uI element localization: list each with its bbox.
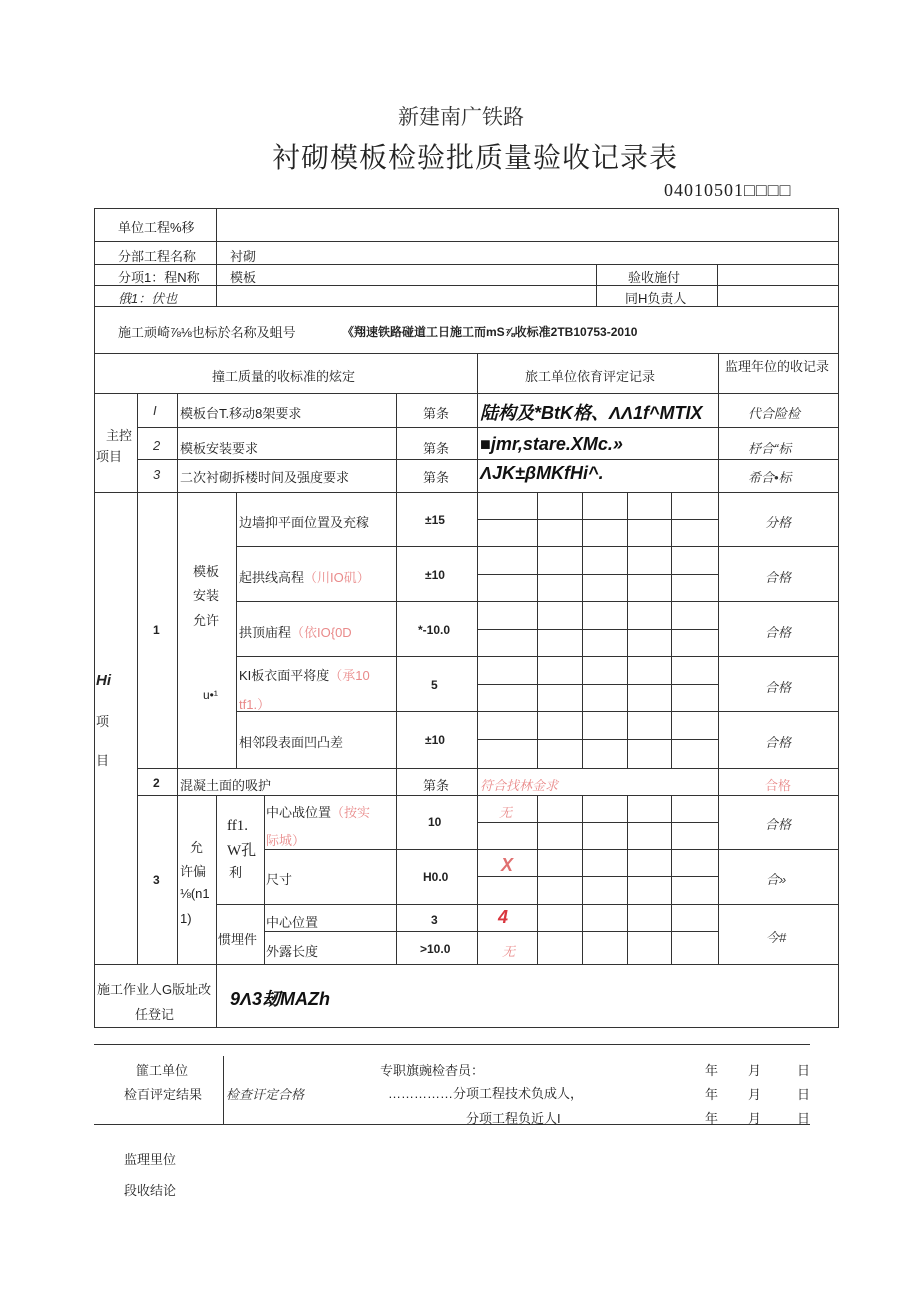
g3-row-2-result: 合» xyxy=(766,872,787,887)
row2-no: 2 xyxy=(153,776,160,790)
footer-unit-label-1: 篚工单位 xyxy=(136,1063,189,1078)
group3-sub1-line-3: 利 xyxy=(229,865,243,880)
group1-no: 1 xyxy=(153,623,160,637)
item-project-label: 分项1：程N称 xyxy=(118,270,200,285)
g1-row-2-note: （川IO矶） xyxy=(304,570,370,585)
group3-cat-line-4: 1) xyxy=(180,911,192,926)
main-row-3-item: 二次衬砌拆楼时间及强度要求 xyxy=(180,470,350,485)
g3-row-1-item: 中心战位置 xyxy=(266,805,332,820)
g1-row-5-result: 合格 xyxy=(765,735,792,750)
date-3-day: 日 xyxy=(797,1111,811,1126)
g1-row-3-item: 拱顶庙程 xyxy=(239,625,292,640)
footer-result: 检查讦定合格 xyxy=(226,1087,305,1102)
row2-record: 符合找林金求 xyxy=(480,778,559,793)
operator-value: 9Λ3刼MAZh xyxy=(230,989,331,1009)
standard-label: 施工顽崎⅞⅛也标於名称及蛆号 xyxy=(118,325,296,340)
g3-row-2-tol: H0.0 xyxy=(423,870,449,884)
g3-row-3-item: 中心位置 xyxy=(266,915,319,930)
g3-row-3-record: 4 xyxy=(498,907,509,927)
g1-row-2-item: 起拱线高程 xyxy=(239,570,305,585)
group3-cat-line-3: ⅛(n1 xyxy=(180,886,210,901)
supervision-unit-label: 监理里位 xyxy=(124,1152,177,1167)
g1-row-2-result: 合格 xyxy=(765,570,792,585)
standard-value: 《翔速铁路碰道工日施工而mS⅞收标准2TB10753-2010 xyxy=(342,325,638,339)
g1-row-1-result: 分格 xyxy=(765,515,792,530)
sub-project-value: 衬砌 xyxy=(230,249,257,264)
footer-tech-wrap xyxy=(388,1083,583,1103)
doc-code: 04010501□□□□ xyxy=(664,180,792,200)
main-row-3-no: 3 xyxy=(153,467,161,482)
g1-row-3-tol: *-10.0 xyxy=(418,623,451,637)
operator-label-1: 施工作业人G版址改 xyxy=(97,982,212,997)
main-row-3-supervision: 希合•标 xyxy=(748,470,792,485)
unit-project-label: 单位工程%移 xyxy=(118,220,195,235)
column-header-construction: 旅工单位依育评定记录 xyxy=(525,369,656,384)
g1-row-3-item-wrap xyxy=(239,622,352,642)
group3-no: 3 xyxy=(153,873,160,887)
doc-subtitle: 新建南广铁路 xyxy=(398,105,524,129)
date-3-month: 月 xyxy=(748,1111,762,1126)
supervision-conclusion-label: 段收结论 xyxy=(124,1183,177,1198)
general-label-mu: 目 xyxy=(96,753,110,768)
group3-sub1-line-1: ff1. xyxy=(227,818,248,834)
main-row-1-item: 模板台T.移动8架要求 xyxy=(180,406,302,421)
g1-row-3-note: （依IO{0D xyxy=(291,625,352,640)
g3-row-4-item: 外露长度 xyxy=(266,944,319,959)
g3-row-2-item: 尺寸 xyxy=(266,872,293,887)
main-row-1-record: 陆构及*BtK格、ΛΛ1f^MTIX xyxy=(480,403,703,423)
general-label-xiang: 项 xyxy=(96,714,110,729)
group3-sub1-line-2: W孔 xyxy=(227,843,257,859)
main-control-label: 主控 xyxy=(106,428,133,443)
operator-label-2: 任登记 xyxy=(135,1007,175,1022)
main-row-1-clause: 第条 xyxy=(423,406,450,421)
footer-lead-label: 分项工程负近人I xyxy=(466,1111,561,1126)
date-2-day: 日 xyxy=(797,1087,811,1102)
g3-row-1-note: （按实 xyxy=(331,805,371,820)
g1-row-1-item: 边墙抑平面位置及充稼 xyxy=(239,515,370,530)
footer-unit-label-2: 检百评定结果 xyxy=(124,1087,203,1102)
date-3-year: 年 xyxy=(705,1111,719,1126)
g3-row-4-record: 无 xyxy=(502,944,516,959)
sub-project-label: 分部工程名称 xyxy=(118,249,197,264)
g1-row-4-tol: 5 xyxy=(431,678,438,692)
general-label-hi: Hi xyxy=(96,672,111,689)
row2-item: 混凝土面的吸护 xyxy=(180,778,272,793)
main-row-2-clause: 第条 xyxy=(423,441,450,456)
g1-row-4-note: （承10 xyxy=(329,668,370,683)
g1-row-2-item-wrap xyxy=(239,567,370,587)
g3-row-1-result: 合格 xyxy=(765,817,792,832)
main-row-2-no: 2 xyxy=(153,438,161,453)
g3-row-1-tol: 10 xyxy=(428,815,442,829)
date-1-year: 年 xyxy=(705,1063,719,1078)
group1-cat-line-2: 安装 xyxy=(193,588,220,603)
group1-cat-extra: u•¹ xyxy=(203,688,218,702)
column-header-supervision: 监理年位的收记录 xyxy=(725,359,830,374)
main-control-label-2: 项目 xyxy=(96,449,123,464)
g3-row-1-record: 无 xyxy=(499,805,513,820)
g3-row-3-tol: 3 xyxy=(431,913,438,927)
g3-row-4-tol: >10.0 xyxy=(420,942,451,956)
main-row-2-record: ■jmr,stare.XMc.» xyxy=(480,434,623,454)
accept-part-label: 验收施付 xyxy=(628,270,681,285)
group3-cat-line-1: 允 xyxy=(190,840,204,855)
footer-inspector-label: 专职旗豌检杳员： xyxy=(380,1063,485,1078)
date-2-month: 月 xyxy=(748,1087,762,1102)
g3-row-3-result: 今# xyxy=(766,930,787,945)
g1-row-5-item: 相邻段表面凹凸差 xyxy=(239,735,344,750)
main-row-2-item: 模板安装要求 xyxy=(180,441,259,456)
g1-row-4-item: KI板衣面平将度 xyxy=(239,668,330,683)
g1-row-1-tol: ±15 xyxy=(425,513,445,527)
date-1-month: 月 xyxy=(748,1063,762,1078)
group3-sub2: 惯埋件 xyxy=(218,932,258,947)
doc-title: 衬砌模板检验批质量验收记录表 xyxy=(272,143,679,174)
main-row-1-no: I xyxy=(153,403,157,418)
row2-result: 合格 xyxy=(765,778,792,793)
item-project-value: 模板 xyxy=(230,270,257,285)
main-row-2-supervision: 杼合“标 xyxy=(748,441,792,456)
g1-row-3-result: 合格 xyxy=(765,625,792,640)
g3-row-2-record: X xyxy=(501,855,514,875)
main-row-3-record: ΛJK±βMKfHi^. xyxy=(480,463,604,483)
group3-cat-line-2: 许偏 xyxy=(180,864,207,879)
g3-row-1-item-wrap xyxy=(266,802,370,822)
group1-cat-line-1: 模板 xyxy=(193,564,220,579)
g1-row-4-result: 合格 xyxy=(765,680,792,695)
batch-label: 俄1：伏也 xyxy=(118,291,178,306)
main-row-1-supervision: 代合险检 xyxy=(748,406,801,421)
g1-row-4-item-wrap xyxy=(239,665,370,685)
footer-tech-label: 分项工程技术负成人， xyxy=(453,1086,584,1101)
g3-row-1-note-2: 际城） xyxy=(266,833,306,848)
lead-label: 同H负责人 xyxy=(625,291,687,306)
group1-cat-line-3: 允许 xyxy=(193,613,220,628)
column-header-standard: 撞工质量的收标准的炫定 xyxy=(212,369,356,384)
footer-tech-dots: …………… xyxy=(388,1086,453,1101)
row2-clause: 第条 xyxy=(423,778,450,793)
g1-row-5-tol: ±10 xyxy=(425,733,445,747)
g1-row-2-tol: ±10 xyxy=(425,568,445,582)
main-row-3-clause: 第条 xyxy=(423,470,450,485)
date-1-day: 日 xyxy=(797,1063,811,1078)
g1-row-4-note-2: tf1.） xyxy=(239,697,271,712)
date-2-year: 年 xyxy=(705,1087,719,1102)
